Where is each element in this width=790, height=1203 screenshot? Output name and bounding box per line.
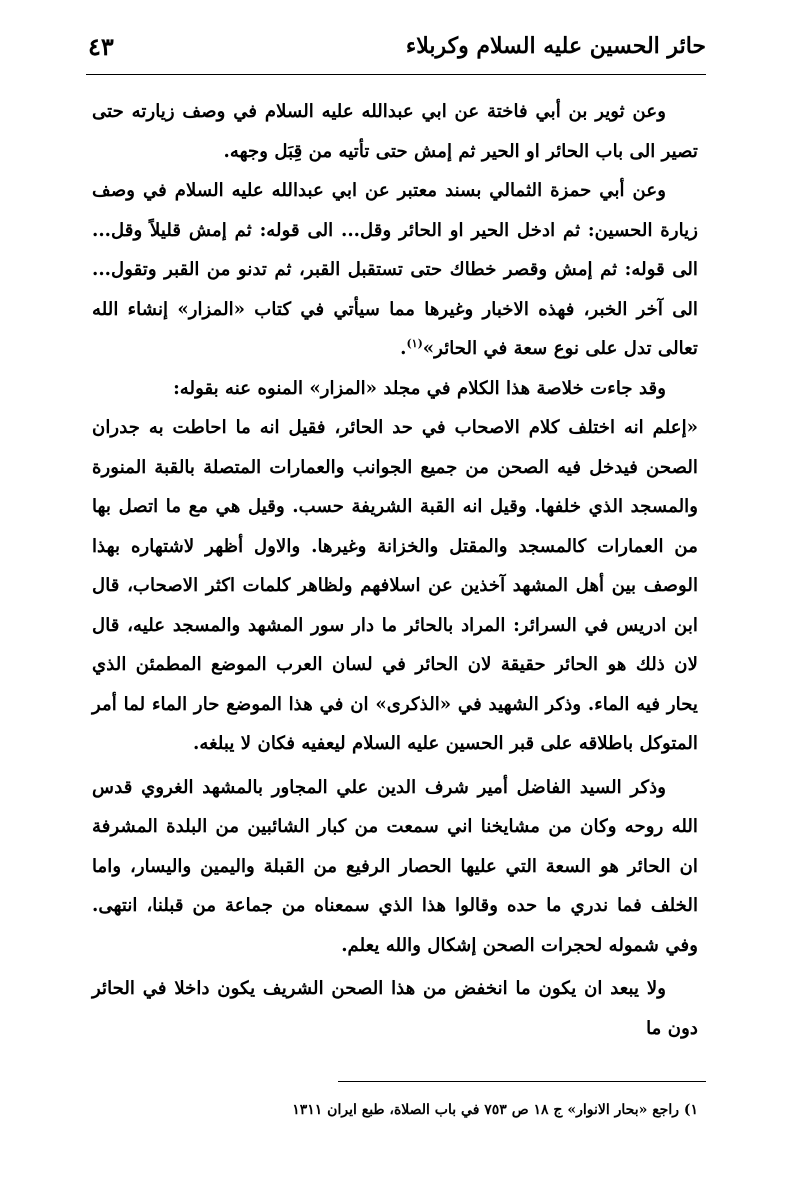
- page-header: [88, 28, 706, 64]
- paragraph-6: ولا يبعد ان يكون ما انخفض من هذا الصحن الشريف يكون داخلا في الحائر دون ما: [92, 978, 698, 1039]
- page-number: ٤٣: [88, 31, 114, 61]
- paragraph-3: وقد جاءت خلاصة هذا الكلام في مجلد «المزار» المنوه عنه بقوله:: [173, 377, 666, 399]
- paragraph-4: «إعلم انه اختلف كلام الاصحاب في حد الحائر، فقيل انه ما احاطت به جدران الصحن فيدخل فيه الصحن من جميع الجوانب والعمارات المتصلة بالقبة المنورة والمسجد الذي خلفها. وقيل انه القبة الشريفة حسب. وقيل هي مع ما اتصل بها من العمارات كالمسجد والمقتل والخزانة وغيرها. والاول أظهر لاشتهاره بهذا الوصف بين أهل المشهد آخذين عن اسلافهم ولظاهر كلمات اكثر الاصحاب، قال ابن ادريس في السرائر: المراد بالحائر ما دار سور المشهد والمسجد عليه، قال لان ذلك هو الحائر حقيقة لان الحائر في لسان العرب الموضع المطمئن الذي يحار فيه الماء. وذكر الشهيد في «الذكرى» ان في هذا الموضع حار الماء لما أمر المتوكل باطلاقه على قبر الحسين عليه السلام ليعفيه فكان لا يبلغه.: [92, 417, 698, 754]
- paragraph-5: وذكر السيد الفاضل أمير شرف الدين علي المجاور بالمشهد الغروي قدس الله روحه وكان من مشايخنا اني سمعت من كبار الشائبين من البلدة المشرفة ان الحائر هو السعة التي عليها الحصار الرفيع من القبلة واليمين واليسار، واما الخلف فما ندري ما حده وقالوا هذا الذي سمعناه من جماعة من قبلنا، انتهى. وفي شموله لحجرات الصحن إشكال والله يعلم.: [92, 776, 698, 956]
- paragraph-1: وعن ثوير بن أبي فاختة عن ابي عبدالله عليه السلام في وصف زيارته حتى تصير الى باب الحائر او الحير ثم إمش حتى تأتيه من قِبَل وجهه.: [92, 101, 698, 162]
- paragraph-2: وعن أبي حمزة الثمالي بسند معتبر عن ابي عبدالله عليه السلام في وصف زيارة الحسين: ثم ادخل الحير او الحائر وقل... الى قوله: ثم إمش قليلاً وقل... الى قوله: ثم إمش وقصر خطاك حتى تستقبل القبر، ثم تدنو من القبر وتقول... الى آخر الخبر، فهذه الاخبار وغيرها مما سيأتي في كتاب «المزار» إنشاء الله تعالى تدل على نوع سعة في الحائر»$^{(١)}$.: [92, 180, 698, 359]
- header-rule: [86, 74, 706, 75]
- paragraph-2-text: وعن أبي حمزة الثمالي بسند معتبر عن ابي عبدالله عليه السلام في وصف زيارة الحسين: ثم ادخل الحير او الحائر وقل... الى قوله: ثم إمش قليلاً وقل... الى قوله: ثم إمش وقصر خطاك حتى تستقبل القبر، ثم تدنو من القبر وتقول... الى آخر الخبر، فهذه الاخبار وغيرها مما سيأتي في كتاب «المزار» إنشاء الله تعالى تدل على نوع سعة في الحائر»: [92, 180, 698, 359]
- body-text: [92, 92, 698, 1048]
- running-title: حائر الحسين عليه السلام وكربلاء: [405, 33, 706, 59]
- footnote-rule: [338, 1081, 706, 1082]
- footnote-marker: (١): [406, 336, 423, 350]
- footnote: ١) راجع «بحار الانوار» ج ١٨ ص ٧٥٣ في باب الصلاة، طبع ايران ١٣١١: [292, 1102, 698, 1118]
